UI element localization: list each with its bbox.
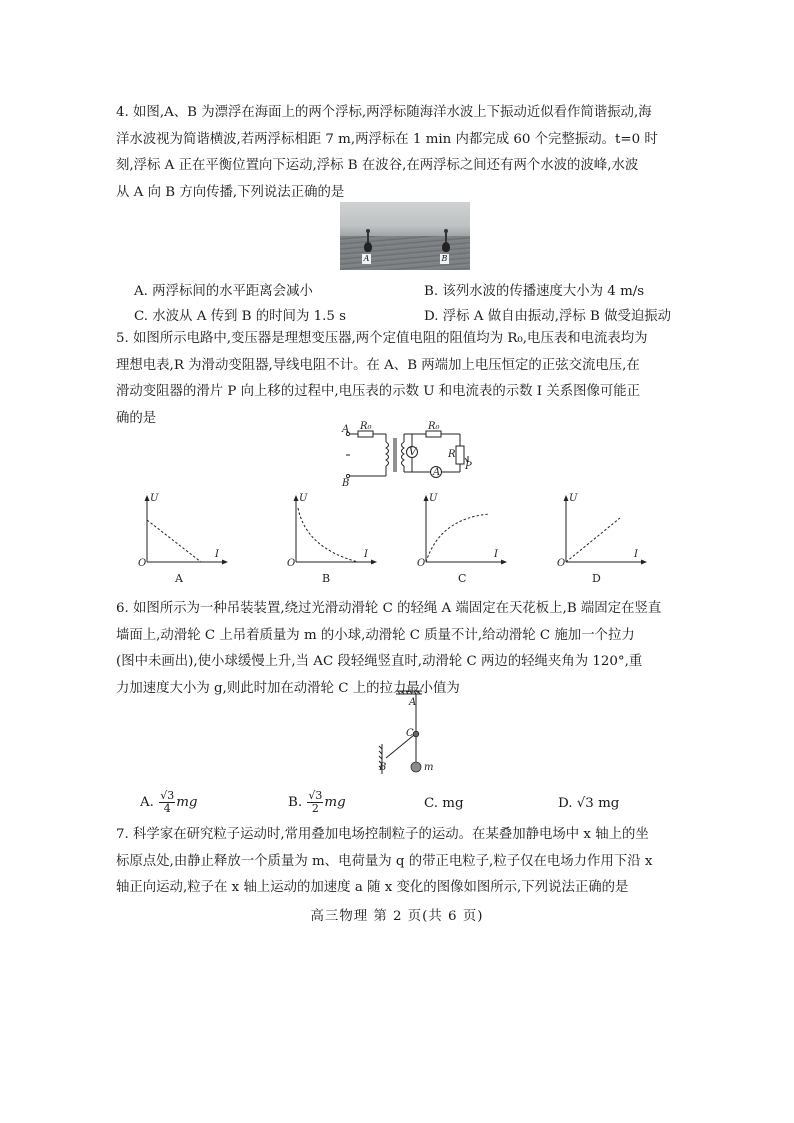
question-4-option-b[interactable]: B. 该列水波的传播速度大小为 4 m/s [424,284,645,299]
question-6-line-4: 力加速度大小为 g,则此时加在动滑轮 C 上的拉力最小值为 [116,680,460,696]
pulley-label-c: C [406,728,414,739]
question-7-line-1: 7. 科学家在研究粒子运动时,常用叠加电场控制粒子的运动。在某叠加静电场中 x 轴上的坐 [116,827,649,842]
graph-d-curve [566,518,620,562]
question-5 [116,326,678,432]
buoys-photo [340,202,470,270]
page-footer: 高三物理 第 2 页(共 6 页) [310,909,484,924]
graph-b-origin: O [287,558,296,569]
question-4-option-a[interactable]: A. 两浮标间的水平距离会减小 [134,284,313,299]
pulley-label-a: A [409,697,417,708]
question-7-line-2: 标原点处,由静止释放一个质量为 m、电荷量为 q 的带正电粒子,粒子仅在电场力作用下沿 x [116,853,653,869]
option-b-tail: mg [324,795,346,810]
question-6-line-2: 墙面上,动滑轮 C 上吊着质量为 m 的小球,动滑轮 C 质量不计,给动滑轮 C 施加一个拉力 [116,627,635,643]
option-a-denominator: 4 [163,802,171,815]
pulley-c [413,731,419,737]
question-6-option-d[interactable]: D. √3 mg [558,796,620,811]
circuit-diagram [338,420,473,490]
graph-a[interactable] [135,492,235,590]
buoy-a [364,242,372,252]
question-5-line-2: 理想电表,R 为滑动变阻器,导线电阻不计。在 A、B 两端加上电压恒定的正弦交流电压,在 [116,357,640,373]
ball-m [411,762,421,772]
graph-d-caption: D [592,572,601,585]
graph-b-caption: B [322,572,331,585]
graph-b[interactable] [284,492,384,590]
option-a-numerator: √3 [160,789,175,802]
question-6-option-c[interactable]: C. mg [424,796,464,811]
option-b-denominator: 2 [311,802,319,815]
graph-d-y-label: U [569,493,578,504]
voltmeter-icon: V [409,447,417,458]
graph-c-origin: O [417,558,426,569]
circuit-terminal-a: A [342,424,350,435]
pulley-diagram [368,688,458,780]
question-6 [116,596,678,702]
ammeter-icon: A [433,467,441,478]
question-6-option-b[interactable] [288,790,346,815]
option-b-prefix: B. [288,795,303,810]
question-4-line-3: 刻,浮标 A 正在平衡位置向下运动,浮标 B 在波谷,在两浮标之间还有两个水波的波峰,水波 [116,158,639,173]
graph-d[interactable] [554,492,654,590]
circuit-rheostat-label: R [448,449,456,460]
graph-d-origin: O [557,558,566,569]
buoy-b [442,242,450,252]
question-5-line-3: 滑动变阻器的滑片 P 向上移的过程中,电压表的示数 U 和电流表的示数 I 关系图像可能正 [116,384,641,399]
option-a-tail: mg [176,795,198,810]
sea-surface [340,236,470,270]
question-7 [116,822,678,902]
question-6-option-a[interactable] [140,790,198,815]
graph-a-x-label: I [215,549,219,560]
pulley-label-m: m [424,762,434,773]
graph-b-y-label: U [299,493,308,504]
graph-b-curve [298,508,358,562]
pulley-label-b: B [379,762,387,773]
graph-a-origin: O [138,558,147,569]
graph-b-x-label: I [364,549,368,560]
question-4-line-4: 从 A 向 B 方向传播,下列说法正确的是 [116,184,345,200]
graph-c-x-label: I [494,549,498,560]
question-4-line-2: 洋水波视为简谐横波,若两浮标相距 7 m,两浮标在 1 min 内都完成 60 个完整振动。t=0 时 [116,131,658,147]
question-7-line-3: 轴正向运动,粒子在 x 轴上运动的加速度 a 随 x 变化的图像如图所示,下列说法正确的是 [116,880,629,895]
question-6-line-1: 6. 如图所示为一种吊装装置,绕过光滑动滑轮 C 的轻绳 A 端固定在天花板上,B 端固定在竖直 [116,601,662,616]
circuit-r0-secondary: R₀ [428,421,440,432]
question-5-line-4: 确的是 [116,410,157,426]
question-6-line-3: (图中未画出),使小球缓慢上升,当 AC 段轻绳竖直时,动滑轮 C 两边的轻绳夹角为 120°,重 [116,654,643,669]
question-4 [116,100,678,206]
buoy-a-label: A [363,254,370,263]
question-4-line-1: 4. 如图,A、B 为漂浮在海面上的两个浮标,两浮标随海洋水波上下振动近似看作简谐振动,海 [116,105,652,120]
graph-d-x-label: I [634,549,638,560]
graph-c[interactable] [414,492,514,590]
circuit-terminal-b: B [342,478,350,489]
graph-a-caption: A [175,572,183,585]
circuit-slider-label: P [465,461,472,472]
graph-a-y-label: U [150,493,159,504]
option-a-prefix: A. [140,795,154,810]
buoy-b-label: B [441,254,448,263]
question-4-option-c[interactable]: C. 水波从 A 传到 B 的时间为 1.5 s [134,309,347,324]
circuit-r0-primary: R₀ [360,421,372,432]
graph-a-curve [147,520,201,562]
graph-c-caption: C [458,572,467,585]
question-4-option-d[interactable]: D. 浮标 A 做自由振动,浮标 B 做受迫振动 [424,309,672,324]
option-b-numerator: √3 [308,789,323,802]
graph-c-y-label: U [429,493,438,504]
question-5-line-1: 5. 如图所示电路中,变压器是理想变压器,两个定值电阻的阻值均为 R₀,电压表和电流表均为 [116,331,648,346]
graph-c-curve [426,514,490,562]
